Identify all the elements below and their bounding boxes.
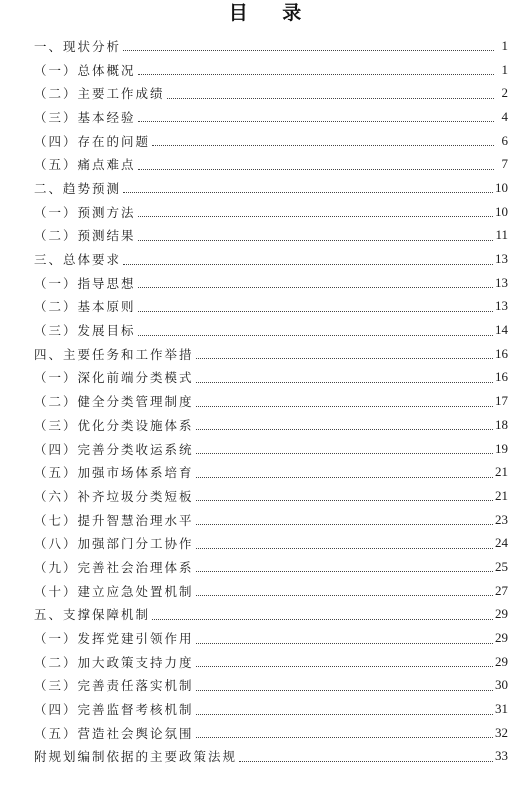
toc-subsection-entry[interactable] <box>0 81 530 105</box>
toc-page-number: 1 <box>501 61 508 77</box>
toc-page-number: 2 <box>501 85 508 101</box>
toc-subsection-entry[interactable] <box>0 555 530 579</box>
toc-page-number: 27 <box>495 582 508 598</box>
toc-subsection-entry[interactable] <box>0 318 530 342</box>
toc-section-entry[interactable] <box>0 342 530 366</box>
toc-entry-label: （三）优化分类设施体系 <box>34 417 194 433</box>
toc-entry-label: （三）基本经验 <box>34 109 136 125</box>
toc-dot-leader <box>196 523 493 525</box>
toc-subsection-entry[interactable] <box>0 413 530 437</box>
toc-subsection-entry[interactable] <box>0 389 530 413</box>
toc-entry-label: （八）加强部门分工协作 <box>34 536 194 552</box>
toc-dot-leader <box>196 405 493 407</box>
toc-entry-label: 四、主要任务和工作举措 <box>34 346 194 362</box>
toc-dot-leader <box>138 168 494 170</box>
toc-page-number: 32 <box>495 724 508 740</box>
toc-entry-label: 三、总体要求 <box>34 252 122 268</box>
toc-section-entry[interactable] <box>0 603 530 627</box>
toc-entry-label: （七）提升智慧治理水平 <box>34 512 194 528</box>
toc-dot-leader <box>239 760 493 762</box>
toc-dot-leader <box>138 334 493 336</box>
toc-subsection-entry[interactable] <box>0 650 530 674</box>
toc-dot-leader <box>167 97 494 99</box>
toc-page-number: 21 <box>495 464 508 480</box>
toc-dot-leader <box>196 594 493 596</box>
toc-page-number: 21 <box>495 487 508 503</box>
toc-entry-label: （四）完善分类收运系统 <box>34 441 194 457</box>
toc-page-number: 13 <box>495 274 508 290</box>
toc-entry-label: （三）完善责任落实机制 <box>34 678 194 694</box>
toc-page-number: 13 <box>495 251 508 267</box>
toc-subsection-entry[interactable] <box>0 531 530 555</box>
toc-entry-label: 附规划编制依据的主要政策法规 <box>34 749 238 765</box>
toc-subsection-entry[interactable] <box>0 224 530 248</box>
toc-dot-leader <box>123 191 493 193</box>
toc-entry-label: （十）建立应急处置机制 <box>34 583 194 599</box>
toc-page-number: 24 <box>495 535 508 551</box>
toc-page-number: 14 <box>495 322 508 338</box>
toc-entry-label: （二）基本原则 <box>34 299 136 315</box>
toc-subsection-entry[interactable] <box>0 697 530 721</box>
toc-dot-leader <box>196 736 493 738</box>
toc-dot-leader <box>196 570 493 572</box>
toc-page-number: 29 <box>495 630 508 646</box>
toc-entry-label: （九）完善社会治理体系 <box>34 559 194 575</box>
toc-dot-leader <box>196 357 493 359</box>
toc-subsection-entry[interactable] <box>0 508 530 532</box>
toc-subsection-entry[interactable] <box>0 271 530 295</box>
toc-entry-label: （二）预测结果 <box>34 228 136 244</box>
toc-dot-leader <box>196 428 493 430</box>
toc-subsection-entry[interactable] <box>0 626 530 650</box>
toc-dot-leader <box>152 144 494 146</box>
toc-dot-leader <box>196 689 493 691</box>
toc-subsection-entry[interactable] <box>0 579 530 603</box>
toc-page-number: 13 <box>495 298 508 314</box>
toc-dot-leader <box>196 713 493 715</box>
toc-page-number: 18 <box>495 416 508 432</box>
toc-entry-label: （一）深化前端分类模式 <box>34 370 194 386</box>
toc-section-entry[interactable] <box>0 247 530 271</box>
toc-subsection-entry[interactable] <box>0 105 530 129</box>
toc-entry-label: （五）加强市场体系培育 <box>34 465 194 481</box>
toc-list <box>0 34 530 768</box>
toc-page-number: 17 <box>495 393 508 409</box>
toc-entry-label: （五）痛点难点 <box>34 157 136 173</box>
toc-entry-label: （一）总体概况 <box>34 62 136 78</box>
toc-subsection-entry[interactable] <box>0 295 530 319</box>
toc-dot-leader <box>123 263 493 265</box>
toc-entry-label: （二）健全分类管理制度 <box>34 394 194 410</box>
toc-dot-leader <box>196 642 493 644</box>
toc-dot-leader <box>138 310 493 312</box>
toc-page-number: 7 <box>501 156 508 172</box>
toc-dot-leader <box>196 547 493 549</box>
toc-dot-leader <box>138 215 493 217</box>
toc-page-number: 10 <box>495 179 508 195</box>
toc-page-number: 11 <box>495 227 508 243</box>
toc-dot-leader <box>196 381 493 383</box>
toc-page-number: 1 <box>501 37 508 53</box>
toc-section-entry[interactable] <box>0 745 530 769</box>
toc-entry-label: （六）补齐垃圾分类短板 <box>34 488 194 504</box>
toc-entry-label: （一）发挥党建引领作用 <box>34 631 194 647</box>
toc-entry-label: （四）存在的问题 <box>34 133 151 149</box>
toc-subsection-entry[interactable] <box>0 721 530 745</box>
toc-page-number: 29 <box>495 653 508 669</box>
toc-subsection-entry[interactable] <box>0 437 530 461</box>
toc-page-number: 10 <box>495 203 508 219</box>
toc-page-number: 25 <box>495 558 508 574</box>
toc-page-number: 16 <box>495 345 508 361</box>
toc-dot-leader <box>138 239 494 241</box>
toc-subsection-entry[interactable] <box>0 129 530 153</box>
toc-page-number: 33 <box>495 748 508 764</box>
toc-entry-label: （一）预测方法 <box>34 204 136 220</box>
toc-dot-leader <box>196 499 493 501</box>
toc-dot-leader <box>152 618 493 620</box>
toc-dot-leader <box>138 286 493 288</box>
toc-subsection-entry[interactable] <box>0 674 530 698</box>
toc-subsection-entry[interactable] <box>0 366 530 390</box>
toc-page-number: 29 <box>495 606 508 622</box>
toc-entry-label: （二）主要工作成绩 <box>34 86 165 102</box>
toc-section-entry[interactable] <box>0 176 530 200</box>
toc-page-number: 6 <box>501 132 508 148</box>
toc-dot-leader <box>196 476 493 478</box>
toc-subsection-entry[interactable] <box>0 460 530 484</box>
toc-entry-label: （四）完善监督考核机制 <box>34 702 194 718</box>
toc-subsection-entry[interactable] <box>0 152 530 176</box>
toc-page-number: 30 <box>495 677 508 693</box>
toc-entry-label: 五、支撑保障机制 <box>34 607 151 623</box>
toc-entry-label: 二、趋势预测 <box>34 180 122 196</box>
toc-entry-label: （二）加大政策支持力度 <box>34 654 194 670</box>
toc-title: 目 录 <box>228 2 316 24</box>
toc-subsection-entry[interactable] <box>0 200 530 224</box>
toc-page-number: 4 <box>501 108 508 124</box>
toc-dot-leader <box>138 120 494 122</box>
toc-dot-leader <box>196 452 493 454</box>
toc-section-entry[interactable] <box>0 34 530 58</box>
toc-entry-label: 一、现状分析 <box>34 38 122 54</box>
toc-page-number: 19 <box>495 440 508 456</box>
toc-dot-leader <box>138 73 494 75</box>
toc-subsection-entry[interactable] <box>0 58 530 82</box>
toc-subsection-entry[interactable] <box>0 484 530 508</box>
toc-dot-leader <box>196 665 493 667</box>
toc-entry-label: （一）指导思想 <box>34 275 136 291</box>
toc-entry-label: （三）发展目标 <box>34 323 136 339</box>
toc-page-number: 16 <box>495 369 508 385</box>
toc-dot-leader <box>123 49 494 51</box>
toc-entry-label: （五）营造社会舆论氛围 <box>34 725 194 741</box>
toc-page-number: 23 <box>495 511 508 527</box>
toc-page-number: 31 <box>495 701 508 717</box>
